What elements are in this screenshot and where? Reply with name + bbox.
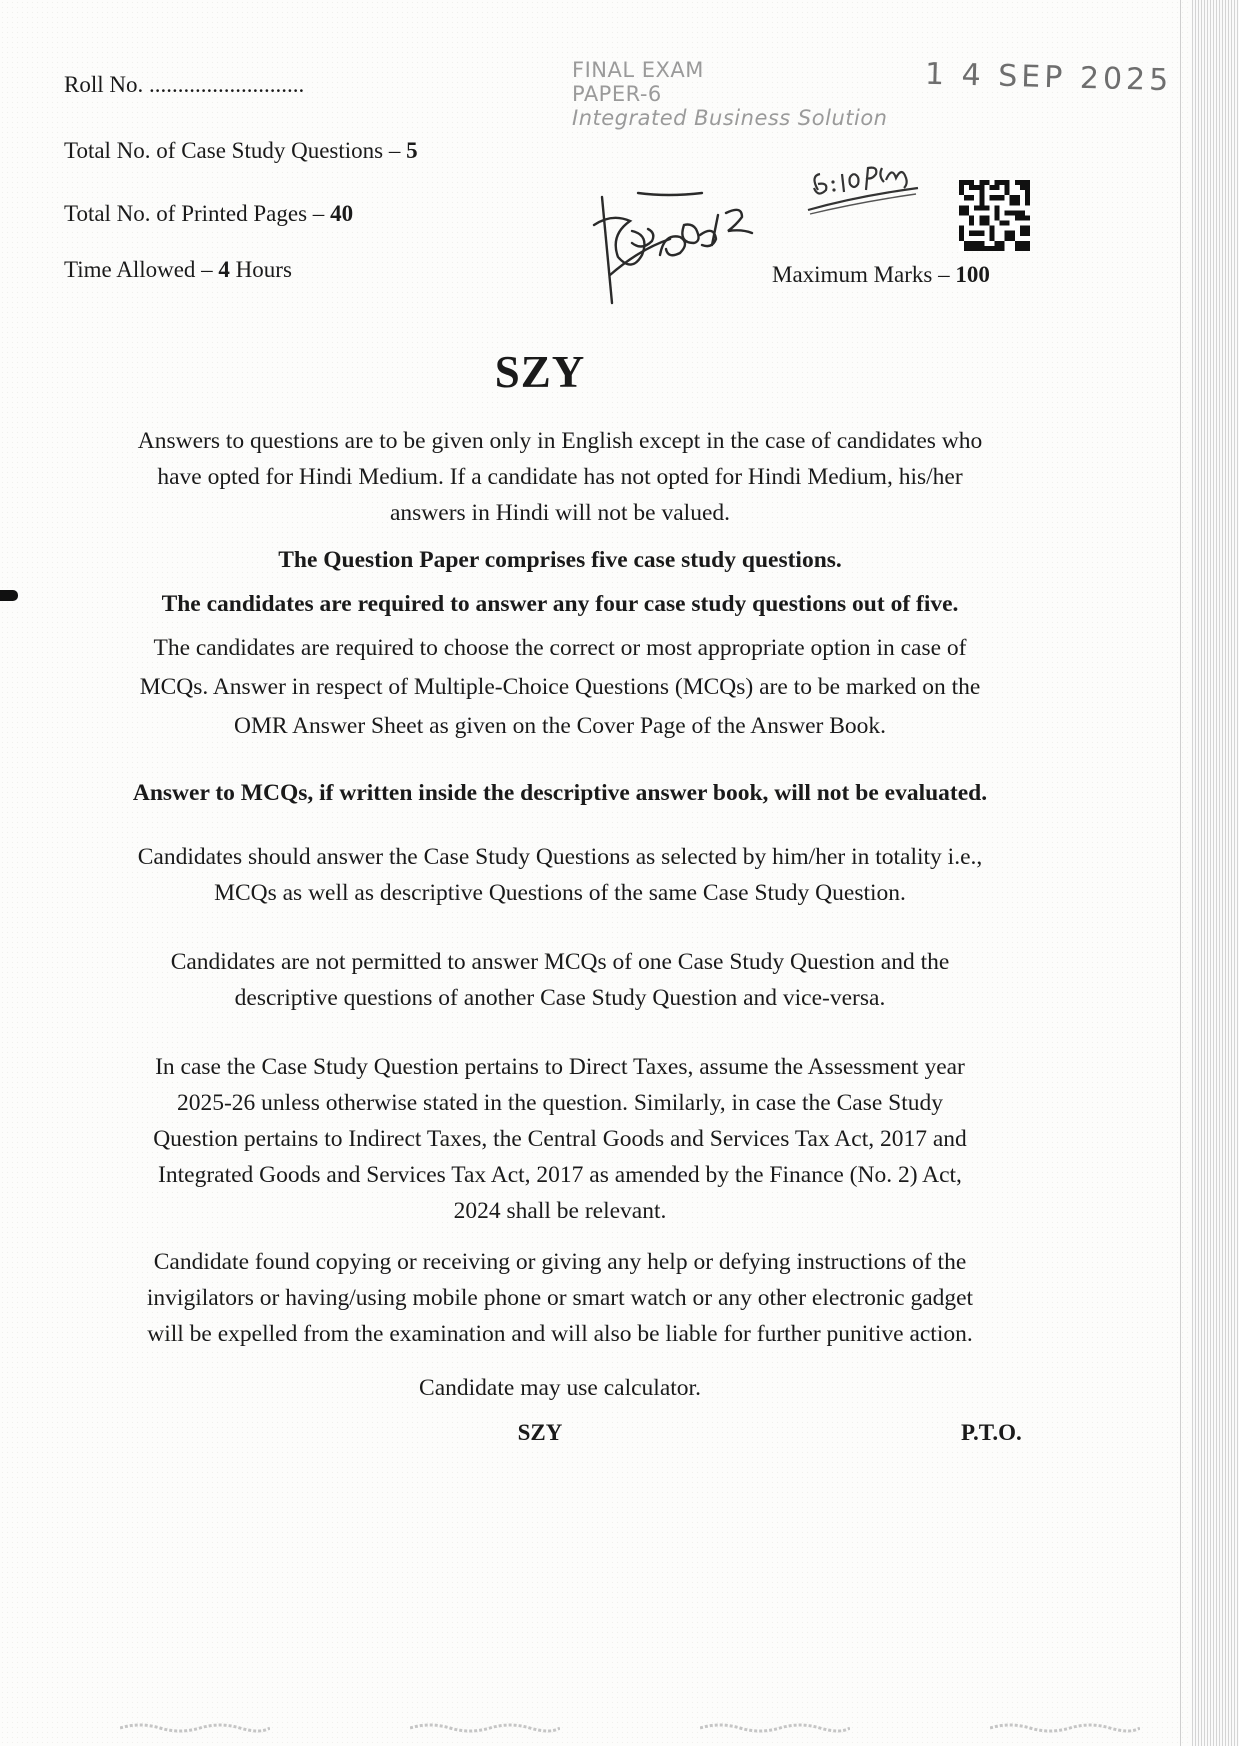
maximum-marks-value: 100 (955, 262, 990, 287)
instruction-answer-four (40, 586, 1080, 622)
instruction-line: invigilators or having/using mobile phone or smart watch or any other electronic gadget (146, 1285, 974, 1311)
stamp-line-subject: Integrated Business Solution (572, 106, 888, 130)
maximum-marks (772, 262, 990, 288)
please-turn-over: P.T.O. (961, 1420, 1022, 1445)
case-study-count-value: 5 (406, 138, 418, 163)
instruction-no-mixing (40, 944, 1080, 1016)
instruction-line: The Question Paper comprises five case study questions. (278, 547, 842, 573)
instruction-line: Candidates are not permitted to answer MCQs of one Case Study Question and the (170, 949, 950, 975)
case-study-count (64, 138, 418, 164)
scanned-page-edge (1192, 0, 1239, 1746)
printed-pages-value: 40 (330, 201, 354, 226)
time-allowed-unit: Hours (229, 257, 292, 282)
instruction-line: Answer to MCQs, if written inside the descriptive answer book, will not be evaluated. (132, 780, 988, 806)
qr-code (959, 180, 1030, 251)
roll-no-label: Roll No. (64, 72, 144, 97)
stamp-date: 1 4 SEP 2025 (924, 56, 1173, 99)
margin-mark (0, 590, 18, 601)
instruction-line: have opted for Hindi Medium. If a candidate has not opted for Hindi Medium, his/her (157, 464, 963, 490)
page-edge-line (1180, 0, 1181, 1746)
roll-no-dots: ........................... (148, 72, 305, 97)
instruction-language (40, 423, 1080, 531)
signature-date-text: 14/09/25 (590, 313, 594, 314)
instruction-line: answers in Hindi will not be valued. (389, 500, 731, 526)
footer-paper-code: SZY (517, 1420, 563, 1445)
instruction-totality (40, 839, 1080, 911)
stamp-line-exam: FINAL EXAM (572, 58, 704, 82)
instruction-calculator (40, 1370, 1080, 1406)
bleed-through-mark (120, 1722, 270, 1734)
instruction-mcq-warning (40, 775, 1080, 811)
stamp-line-paper: PAPER-6 (572, 82, 662, 106)
instruction-line: Question pertains to Indirect Taxes, the Central Goods and Services Tax Act, 2017 and (153, 1126, 967, 1152)
time-allowed (64, 257, 292, 283)
bleed-through-mark (410, 1722, 560, 1734)
instruction-line: MCQs. Answer in respect of Multiple-Choice Questions (MCQs) are to be marked on the (139, 674, 981, 700)
instruction-line: The candidates are required to answer any four case study questions out of five. (161, 591, 959, 617)
time-allowed-value: 4 (218, 257, 230, 282)
case-study-count-label: Total No. of Case Study Questions – (64, 138, 407, 163)
instruction-mcq-marking (40, 629, 1080, 746)
instruction-line: 2024 shall be relevant. (453, 1198, 667, 1224)
bleed-through-mark (700, 1722, 850, 1734)
instruction-line: 2025-26 unless otherwise stated in the question. Similarly, in case the Case Study (176, 1090, 944, 1116)
instruction-line: In case the Case Study Question pertains to Direct Taxes, assume the Assessment year (155, 1054, 965, 1080)
time-allowed-label: Time Allowed – (64, 257, 219, 282)
handwritten-signature (590, 185, 765, 315)
handwritten-time-note (800, 160, 930, 235)
printed-pages-count (64, 201, 353, 227)
instruction-tax-assumptions (40, 1049, 1080, 1229)
time-note-text: 6:10PM (800, 232, 804, 233)
instruction-line: Candidates should answer the Case Study Questions as selected by him/her in totality i.e., (137, 844, 983, 870)
instruction-line: will be expelled from the examination and will also be liable for further punitive action. (147, 1321, 973, 1347)
instruction-line: MCQs as well as descriptive Questions of the same Case Study Question. (214, 880, 906, 906)
instruction-line: Candidate found copying or receiving or giving any help or defying instructions of the (153, 1249, 967, 1275)
instruction-paper-structure (40, 542, 1080, 578)
instruction-line: The candidates are required to choose the correct or most appropriate option in case of (153, 635, 967, 661)
maximum-marks-label: Maximum Marks – (772, 262, 956, 287)
instruction-line: Answers to questions are to be given only in English except in the case of candidates who (137, 428, 983, 454)
printed-pages-label: Total No. of Printed Pages – (64, 201, 331, 226)
exam-stamp (572, 58, 887, 130)
roll-no-field (64, 72, 304, 98)
paper-code-title: SZY (494, 347, 586, 397)
instruction-line: descriptive questions of another Case Study Question and vice-versa. (234, 985, 886, 1011)
bleed-through-mark (990, 1722, 1140, 1734)
instruction-line: Integrated Goods and Services Tax Act, 2017 as amended by the Finance (No. 2) Act, (158, 1162, 962, 1188)
instruction-malpractice (40, 1244, 1080, 1352)
instruction-line: OMR Answer Sheet as given on the Cover Page of the Answer Book. (233, 713, 887, 739)
instruction-line: Candidate may use calculator. (419, 1375, 701, 1401)
